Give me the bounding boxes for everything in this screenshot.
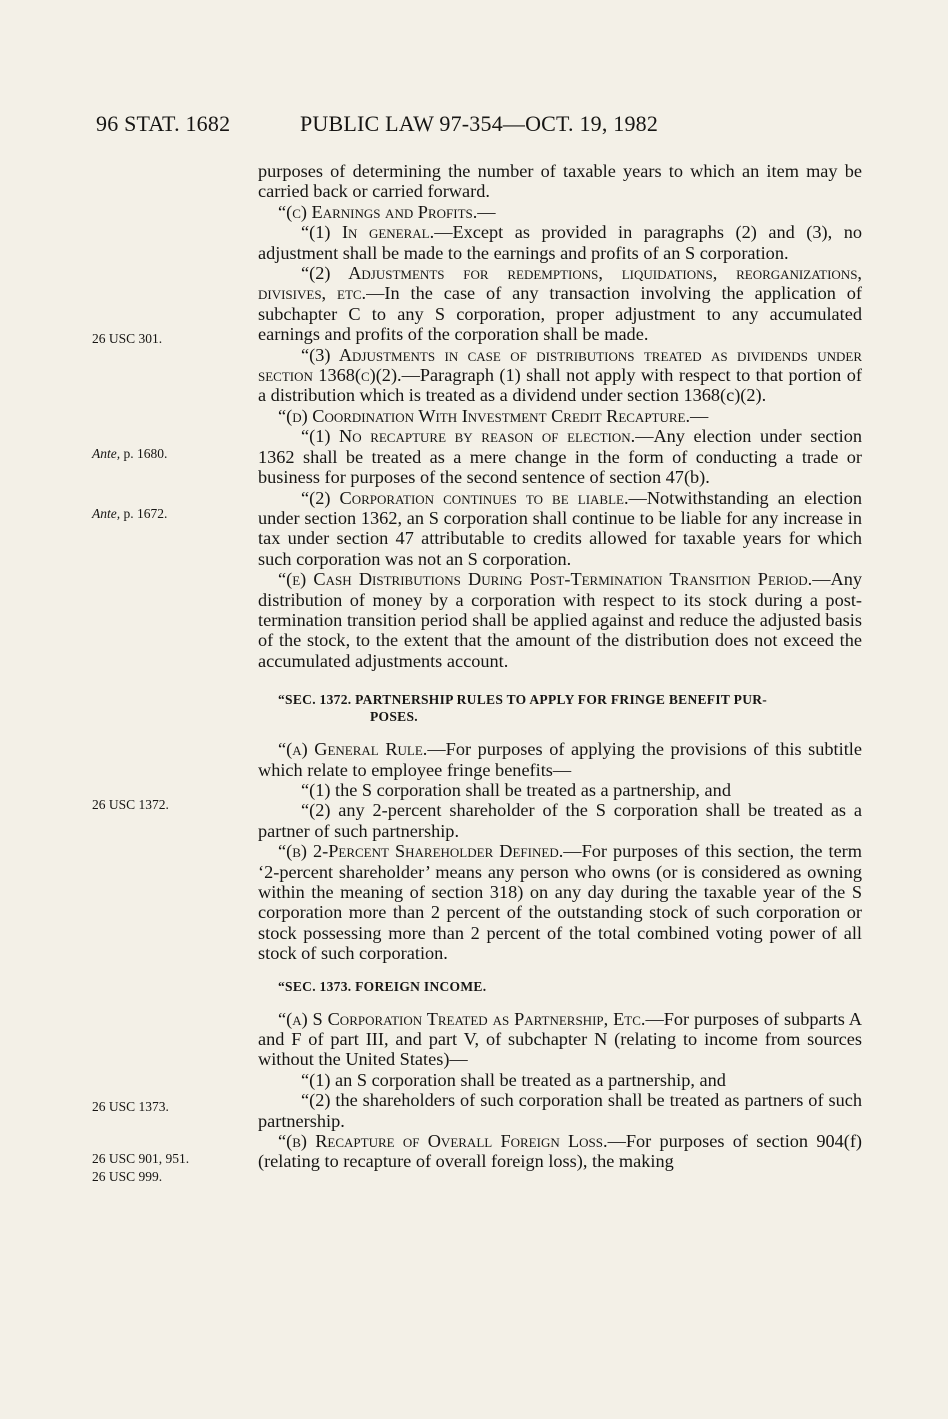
margin-note-page: p. 1672. [120,506,168,521]
margin-note-page: p. 1680. [120,446,168,461]
paragraph-body: —Paragraph (1) shall not apply with respect to that portion of a distribution which is treated as a dividend under section 1368(c)(2). [258,365,862,406]
paragraph-d2 [258,488,862,570]
margin-note-usc-1372: 26 USC 1372. [92,797,169,812]
paragraph-heading: “(1) No recapture by reason of election. [301,426,636,447]
paragraph-heading: “(e) Cash Distributions During Post-Termination Transition Period. [278,569,813,590]
subsection-1372-b [258,841,862,963]
subsection-d-heading: “(d) Coordination With Investment Credit Recapture.— [278,405,709,426]
margin-note-ante-1672 [92,505,167,522]
paragraph-continuation: purposes of determining the number of taxable years to which an item may be carried back or carried forward. [258,161,862,202]
paragraph-d1 [258,426,862,487]
paragraph-heading: “(b) Recapture of Overall Foreign Loss. [278,1131,608,1152]
spacer [258,964,862,978]
margin-note-usc-999: 26 USC 999. [92,1169,163,1184]
paragraph-body: —For purposes of this section, the term ‘2-percent shareholder’ means any person who owns (or is considered as owning within the meaning of section 318) on any day during the taxable year of the S corporation more than 2 percent of the outstanding stock of such corporation or stock possessing more than 2 percent of the total combined voting power of all stock of such corporation. [258,841,862,964]
paragraph-c3 [258,345,862,406]
paragraph-body: —Any distribution of money by a corporation with respect to its stock during a post-termination transition period shall be applied against and reduce the adjusted basis of the stock, to the extent that the amount of the distribution does not exceed the accumulated adjustments account. [258,569,862,671]
subsection-1373-b [258,1131,862,1172]
paragraph-c2 [258,263,862,345]
subsection-1373-a [258,1009,862,1070]
paragraph-heading: “(2) Corporation continues to be liable. [301,487,629,508]
spacer [258,725,862,739]
paragraph-1372-a1: “(1) the S corporation shall be treated as a partnership, and [301,779,731,800]
paragraph-body: —For purposes of section 904(f) (relating to recapture of overall foreign loss), the making [258,1131,863,1172]
public-law-header: PUBLIC LAW 97-354—OCT. 19, 1982 [300,111,659,136]
margin-note-usc-1373: 26 USC 1373. [92,1099,169,1114]
paragraph-heading: “(b) 2-Percent Shareholder Defined. [278,841,564,862]
paragraph-heading: “(a) General Rule. [278,739,428,760]
subsection-1372-a [258,739,862,780]
paragraph-body: —For purposes of subparts A and F of part III, and part V, of subchapter N (relating to income from sources without the United States)— [258,1008,862,1070]
paragraph-body: —For purposes of applying the provisions of this subtitle which relate to employee fringe benefits— [258,739,862,780]
margin-note-ante-italic: Ante, [92,446,121,461]
paragraph-1372-a2: “(2) any 2-percent shareholder of the S corporation shall be treated as a partner of such partnership. [258,800,862,841]
statute-body [258,161,862,1172]
paragraph-body: —Notwithstanding an election under section 1362, an S corporation shall continue to be liable for any increase in tax under section 47 attributable to credits allowed for taxable years for which such corporation was not an S corporation. [258,487,862,569]
spacer [258,671,862,691]
spacer [258,995,862,1009]
paragraph-heading: “(2) Adjustments for redemptions, liquidations, reorganizations, divisives, etc. [258,263,862,304]
paragraph-heading: “(a) S Corporation Treated as Partnership, Etc. [278,1008,646,1029]
paragraph-heading: “(3) Adjustments in case of distributions treated as dividends under section 1368(c)(2). [258,344,862,386]
paragraph-c1 [258,222,862,263]
section-1373-heading: “SEC. 1373. FOREIGN INCOME. [278,978,487,994]
subsection-c-heading: “(c) Earnings and Profits.— [278,201,496,222]
margin-note-usc-901-951: 26 USC 901, 951. [92,1151,190,1166]
margin-note-usc-301: 26 USC 301. [92,331,163,346]
margin-note-ante-1680 [92,445,167,462]
paragraph-1373-a2: “(2) the shareholders of such corporation shall be treated as partners of such partnership. [258,1090,862,1131]
paragraph-body: —In the case of any transaction involving the application of subchapter C to any S corporation, proper adjustment to any accumulated earnings and profits of the corporation shall be made. [258,283,862,345]
margin-note-ante-italic: Ante, [92,506,121,521]
paragraph-heading: “(1) In general. [301,222,435,243]
paragraph-body: —Except as provided in paragraphs (2) and (3), no adjustment shall be made to the earnings and profits of an S corporation. [258,222,862,263]
statute-citation: 96 STAT. 1682 [96,111,231,136]
paragraph-1373-a1: “(1) an S corporation shall be treated as a partnership, and [301,1069,726,1090]
paragraph-body: —Any election under section 1362 shall be treated as a mere change in the form of conducting a trade or business for purposes of the second sentence of section 47(b). [258,426,862,488]
subsection-e [258,569,862,671]
section-1372-heading: “SEC. 1372. PARTNERSHIP RULES TO APPLY FOR FRINGE BENEFIT PUR- POSES. [278,692,768,725]
